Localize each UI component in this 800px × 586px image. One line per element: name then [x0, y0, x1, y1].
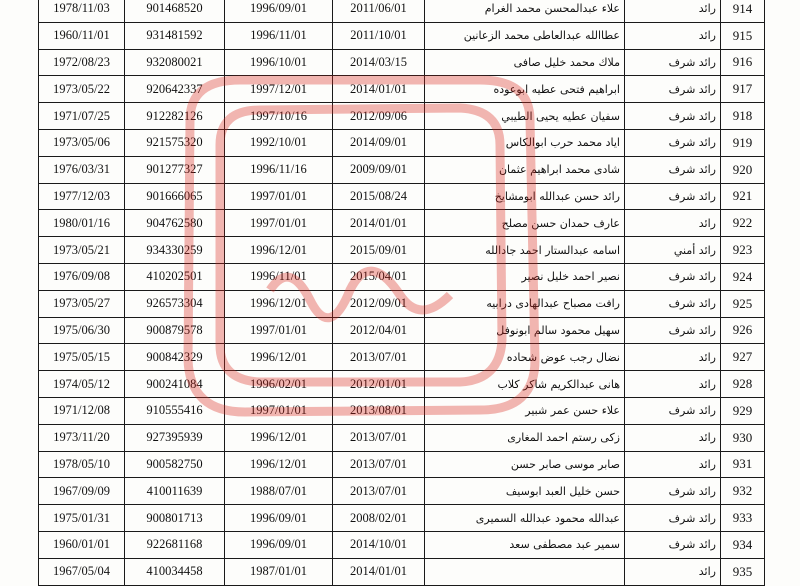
name-cell: صابر موسى صابر حسن — [425, 451, 625, 478]
serial-number-cell: 924 — [721, 263, 765, 290]
rank-cell: رائد شرف — [625, 263, 721, 290]
serial-number-cell: 917 — [721, 76, 765, 103]
rank-date-cell: 2015/09/01 — [333, 237, 425, 264]
id-number-cell: 932080021 — [125, 49, 225, 76]
serial-number-cell: 923 — [721, 237, 765, 264]
appointment-date-cell: 1996/09/01 — [225, 505, 333, 532]
rank-cell: رائد — [625, 558, 721, 585]
table-row — [39, 505, 765, 532]
rank-date-cell: 2014/03/15 — [333, 49, 425, 76]
table-row — [39, 210, 765, 237]
table-row — [39, 103, 765, 130]
rank-date-cell: 2012/01/01 — [333, 371, 425, 398]
rank-date-cell: 2008/02/01 — [333, 505, 425, 532]
rank-cell: رائد — [625, 0, 721, 22]
birth-date-cell: 1974/05/12 — [39, 371, 125, 398]
serial-number-cell: 932 — [721, 478, 765, 505]
id-number-cell: 410034458 — [125, 558, 225, 585]
appointment-date-cell: 1996/11/01 — [225, 263, 333, 290]
table-row — [39, 478, 765, 505]
appointment-date-cell: 1996/02/01 — [225, 371, 333, 398]
id-number-cell: 921575320 — [125, 129, 225, 156]
rank-date-cell: 2015/04/01 — [333, 263, 425, 290]
table-body — [39, 0, 765, 585]
birth-date-cell: 1971/12/08 — [39, 397, 125, 424]
name-cell: نضال رجب عوض شحاده — [425, 344, 625, 371]
rank-date-cell: 2012/09/01 — [333, 290, 425, 317]
table-row — [39, 424, 765, 451]
rank-cell: رائد شرف — [625, 156, 721, 183]
serial-number-cell: 919 — [721, 129, 765, 156]
birth-date-cell: 1971/07/25 — [39, 103, 125, 130]
birth-date-cell: 1960/01/01 — [39, 531, 125, 558]
birth-date-cell: 1973/05/27 — [39, 290, 125, 317]
serial-number-cell: 926 — [721, 317, 765, 344]
name-cell: علاء حسن عمر شبير — [425, 397, 625, 424]
rank-date-cell: 2011/10/01 — [333, 22, 425, 49]
serial-number-cell: 931 — [721, 451, 765, 478]
appointment-date-cell: 1997/01/01 — [225, 317, 333, 344]
rank-cell: رائد شرف — [625, 478, 721, 505]
table-row — [39, 183, 765, 210]
birth-date-cell: 1973/11/20 — [39, 424, 125, 451]
rank-date-cell: 2013/07/01 — [333, 478, 425, 505]
birth-date-cell: 1978/05/10 — [39, 451, 125, 478]
rank-cell: رائد — [625, 451, 721, 478]
name-cell: ملاك محمد خليل صافى — [425, 49, 625, 76]
id-number-cell: 934330259 — [125, 237, 225, 264]
rank-date-cell: 2014/01/01 — [333, 76, 425, 103]
id-number-cell: 901666065 — [125, 183, 225, 210]
serial-number-cell: 915 — [721, 22, 765, 49]
table-row — [39, 371, 765, 398]
id-number-cell: 900582750 — [125, 451, 225, 478]
birth-date-cell: 1975/06/30 — [39, 317, 125, 344]
serial-number-cell: 916 — [721, 49, 765, 76]
rank-cell: رائد شرف — [625, 290, 721, 317]
name-cell: سمير عبد مصطفى سعد — [425, 531, 625, 558]
rank-date-cell: 2013/07/01 — [333, 424, 425, 451]
rank-date-cell: 2012/09/06 — [333, 103, 425, 130]
appointment-date-cell: 1996/09/01 — [225, 0, 333, 22]
serial-number-cell: 921 — [721, 183, 765, 210]
id-number-cell: 927395939 — [125, 424, 225, 451]
appointment-date-cell: 1997/01/01 — [225, 183, 333, 210]
rank-cell: رائد شرف — [625, 317, 721, 344]
name-cell: رافت مصباح عبدالهادى درابيه — [425, 290, 625, 317]
rank-date-cell: 2015/08/24 — [333, 183, 425, 210]
table-row — [39, 531, 765, 558]
appointment-date-cell: 1996/11/01 — [225, 22, 333, 49]
name-cell: عطاالله عبدالعاطى محمد الزعانين — [425, 22, 625, 49]
serial-number-cell: 920 — [721, 156, 765, 183]
appointment-date-cell: 1997/12/01 — [225, 76, 333, 103]
birth-date-cell: 1972/08/23 — [39, 49, 125, 76]
table-row — [39, 451, 765, 478]
rank-date-cell: 2009/09/01 — [333, 156, 425, 183]
rank-cell: رائد — [625, 210, 721, 237]
name-cell: رائد حسن عبدالله ابومشايخ — [425, 183, 625, 210]
rank-cell: رائد — [625, 22, 721, 49]
table-row — [39, 344, 765, 371]
birth-date-cell: 1976/03/31 — [39, 156, 125, 183]
birth-date-cell: 1973/05/21 — [39, 237, 125, 264]
appointment-date-cell: 1996/10/01 — [225, 49, 333, 76]
table-row — [39, 76, 765, 103]
rank-cell: رائد أمني — [625, 237, 721, 264]
serial-number-cell: 918 — [721, 103, 765, 130]
serial-number-cell: 930 — [721, 424, 765, 451]
id-number-cell: 901468520 — [125, 0, 225, 22]
rank-cell: رائد شرف — [625, 76, 721, 103]
id-number-cell: 904762580 — [125, 210, 225, 237]
appointment-date-cell: 1997/10/16 — [225, 103, 333, 130]
table-row — [39, 558, 765, 585]
table-row — [39, 317, 765, 344]
table-row — [39, 156, 765, 183]
id-number-cell: 910555416 — [125, 397, 225, 424]
rank-cell: رائد شرف — [625, 183, 721, 210]
birth-date-cell: 1975/05/15 — [39, 344, 125, 371]
appointment-date-cell: 1992/10/01 — [225, 129, 333, 156]
id-number-cell: 410011639 — [125, 478, 225, 505]
id-number-cell: 900801713 — [125, 505, 225, 532]
table-row — [39, 237, 765, 264]
table-row — [39, 22, 765, 49]
rank-cell: رائد شرف — [625, 397, 721, 424]
rank-cell: رائد شرف — [625, 103, 721, 130]
table-row — [39, 397, 765, 424]
name-cell: نصير احمد خليل نصير — [425, 263, 625, 290]
name-cell: حسن خليل العبد ابوسيف — [425, 478, 625, 505]
rank-date-cell: 2014/01/01 — [333, 210, 425, 237]
rank-cell: رائد — [625, 371, 721, 398]
name-cell: علاء عبدالمحسن محمد الغرام — [425, 0, 625, 22]
birth-date-cell: 1973/05/22 — [39, 76, 125, 103]
appointment-date-cell: 1996/12/01 — [225, 451, 333, 478]
serial-number-cell: 928 — [721, 371, 765, 398]
id-number-cell: 900879578 — [125, 317, 225, 344]
rank-cell: رائد شرف — [625, 531, 721, 558]
table-row — [39, 290, 765, 317]
birth-date-cell: 1978/11/03 — [39, 0, 125, 22]
name-cell: اياد محمد حرب ابوالكاس — [425, 129, 625, 156]
appointment-date-cell: 1988/07/01 — [225, 478, 333, 505]
appointment-date-cell: 1996/12/01 — [225, 344, 333, 371]
rank-date-cell: 2013/08/01 — [333, 397, 425, 424]
name-cell: زكى رستم احمد المغارى — [425, 424, 625, 451]
rank-cell: رائد — [625, 424, 721, 451]
serial-number-cell: 934 — [721, 531, 765, 558]
serial-number-cell: 925 — [721, 290, 765, 317]
id-number-cell: 900842329 — [125, 344, 225, 371]
name-cell: سهيل محمود سالم ابونوفل — [425, 317, 625, 344]
serial-number-cell: 914 — [721, 0, 765, 22]
id-number-cell: 900241084 — [125, 371, 225, 398]
appointment-date-cell: 1997/01/01 — [225, 397, 333, 424]
birth-date-cell: 1967/05/04 — [39, 558, 125, 585]
id-number-cell: 410202501 — [125, 263, 225, 290]
rank-date-cell: 2013/07/01 — [333, 451, 425, 478]
name-cell: سفيان عطيه يحيى الطيبي — [425, 103, 625, 130]
id-number-cell: 922681168 — [125, 531, 225, 558]
rank-cell: رائد — [625, 344, 721, 371]
appointment-date-cell: 1996/12/01 — [225, 290, 333, 317]
birth-date-cell: 1975/01/31 — [39, 505, 125, 532]
birth-date-cell: 1960/11/01 — [39, 22, 125, 49]
birth-date-cell: 1977/12/03 — [39, 183, 125, 210]
name-cell: عبدالله محمود عبدالله السميرى — [425, 505, 625, 532]
name-cell: هانى عبدالكريم شاكر كلاب — [425, 371, 625, 398]
birth-date-cell: 1980/01/16 — [39, 210, 125, 237]
appointment-date-cell: 1996/12/01 — [225, 237, 333, 264]
serial-number-cell: 927 — [721, 344, 765, 371]
table-row — [39, 49, 765, 76]
name-cell: عارف حمدان حسن مصلح — [425, 210, 625, 237]
rank-date-cell: 2014/09/01 — [333, 129, 425, 156]
name-cell: شادى محمد ابراهيم عثمان — [425, 156, 625, 183]
name-cell: ابراهيم فتحى عطيه ابوعوده — [425, 76, 625, 103]
birth-date-cell: 1967/09/09 — [39, 478, 125, 505]
appointment-date-cell: 1997/01/01 — [225, 210, 333, 237]
id-number-cell: 912282126 — [125, 103, 225, 130]
appointment-date-cell: 1996/11/16 — [225, 156, 333, 183]
appointment-date-cell: 1987/01/01 — [225, 558, 333, 585]
id-number-cell: 926573304 — [125, 290, 225, 317]
birth-date-cell: 1976/09/08 — [39, 263, 125, 290]
rank-date-cell: 2012/04/01 — [333, 317, 425, 344]
rank-date-cell: 2014/10/01 — [333, 531, 425, 558]
rank-date-cell: 2013/07/01 — [333, 344, 425, 371]
id-number-cell: 901277327 — [125, 156, 225, 183]
id-number-cell: 931481592 — [125, 22, 225, 49]
table-row — [39, 129, 765, 156]
rank-date-cell: 2014/01/01 — [333, 558, 425, 585]
table-row — [39, 263, 765, 290]
id-number-cell: 920642337 — [125, 76, 225, 103]
name-cell: اسامه عبدالستار احمد جادالله — [425, 237, 625, 264]
appointment-date-cell: 1996/12/01 — [225, 424, 333, 451]
rank-cell: رائد شرف — [625, 49, 721, 76]
serial-number-cell: 922 — [721, 210, 765, 237]
serial-number-cell: 933 — [721, 505, 765, 532]
serial-number-cell: 929 — [721, 397, 765, 424]
appointment-date-cell: 1996/09/01 — [225, 531, 333, 558]
rank-date-cell: 2011/06/01 — [333, 0, 425, 22]
serial-number-cell: 935 — [721, 558, 765, 585]
rank-cell: رائد شرف — [625, 129, 721, 156]
name-cell — [425, 558, 625, 585]
table-row — [39, 0, 765, 22]
birth-date-cell: 1973/05/06 — [39, 129, 125, 156]
rank-cell: رائد شرف — [625, 505, 721, 532]
personnel-table — [38, 0, 765, 586]
